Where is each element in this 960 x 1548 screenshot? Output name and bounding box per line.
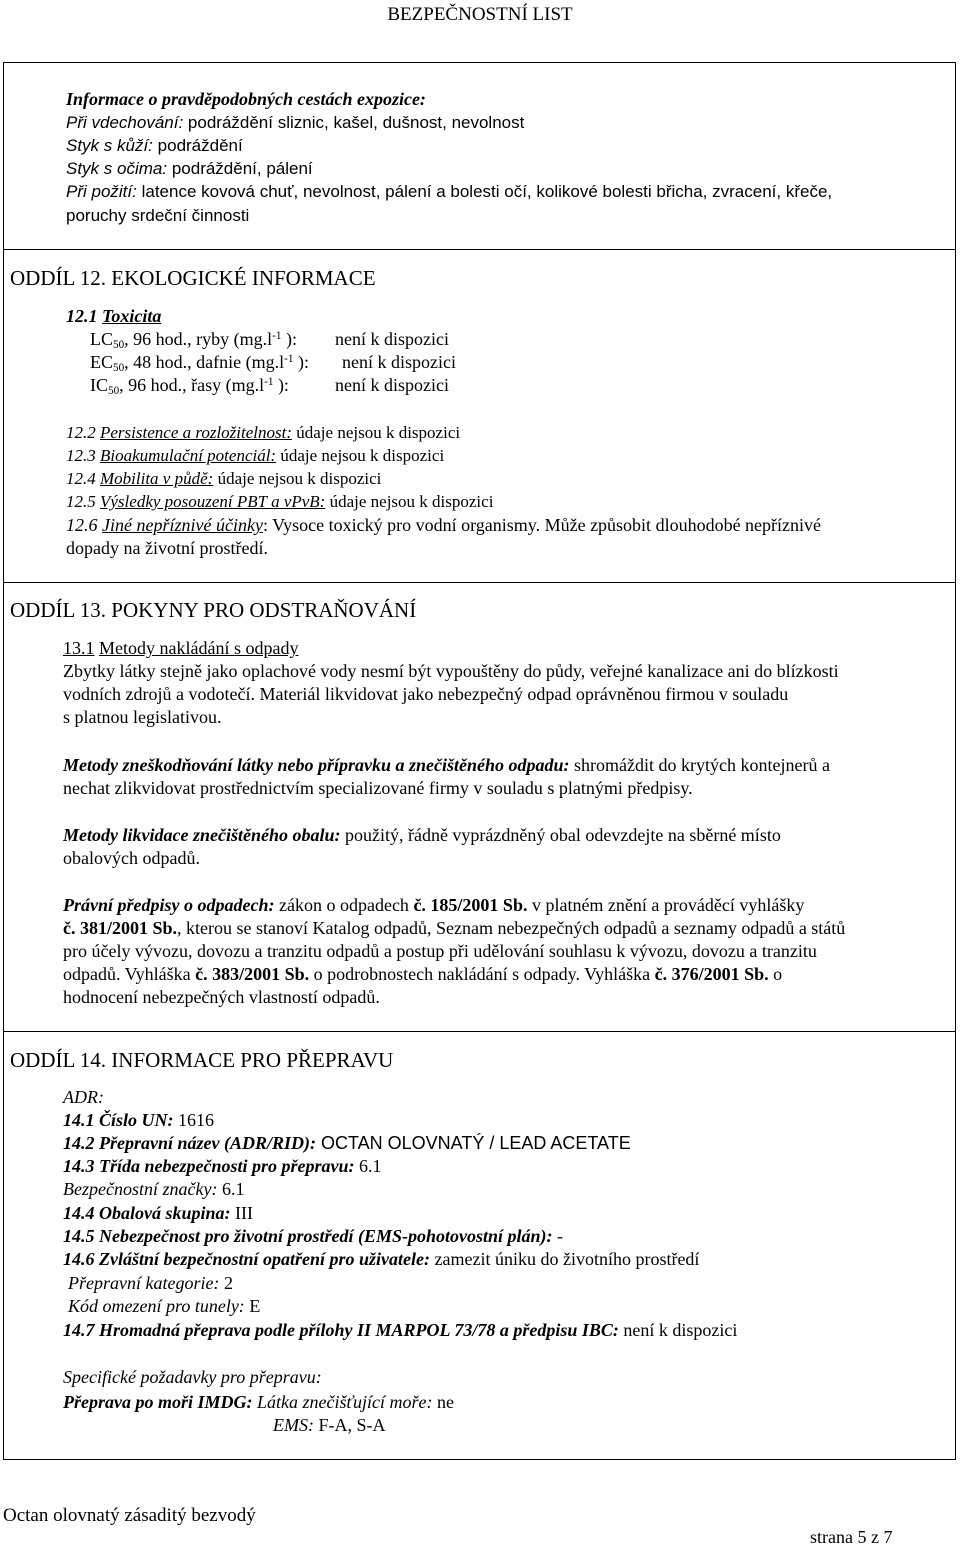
document-header: BEZPEČNOSTNÍ LIST — [387, 4, 573, 25]
methods-para-line: Zbytky látky stejně jako oplachové vody nesmí být vypouštěny do půdy, veřejné kanalizace ani do blízkosti — [63, 661, 839, 681]
section-14-title: ODDÍL 14. INFORMACE PRO PŘEPRAVU — [10, 1048, 394, 1072]
section-13-title: ODDÍL 13. POKYNY PRO ODSTRAŇOVÁNÍ — [10, 598, 417, 622]
exposure-ingestion-cont: poruchy srdeční činnosti — [66, 206, 250, 225]
tox-value: není k dispozici — [342, 352, 456, 372]
legal-line-2: č. 381/2001 Sb., kterou se stanoví Katalog odpadů, Seznam nebezpečných odpadů a seznamy odpadů a států — [63, 918, 846, 938]
page-number: strana 5 z 7 — [810, 1527, 893, 1547]
divider — [3, 1031, 956, 1032]
exposure-skin: Styk s kůží: podráždění — [66, 136, 243, 155]
disposal-substance-cont: nechat zlikvidovat prostřednictvím specializované firmy v souladu s platnými předpisy. — [63, 778, 693, 798]
exposure-heading: Informace o pravděpodobných cestách expozice: — [66, 89, 426, 109]
adr-label: ADR: — [63, 1087, 104, 1107]
item-12-4: 12.4 Mobilita v půdě: údaje nejsou k dispozici — [66, 469, 382, 488]
item-12-5: 12.5 Výsledky posouzení PBT a vPvB: údaje nejsou k dispozici — [66, 492, 494, 511]
footer-product: Octan olovnatý zásaditý bezvodý — [3, 1505, 256, 1526]
disposal-packaging: Metody likvidace znečištěného obalu: použitý, řádně vyprázdněný obal odevzdejte na sběrné místo — [63, 825, 781, 845]
disposal-packaging-cont: obalových odpadů. — [63, 848, 200, 868]
safety-signs: Bezpečnostní značky: 6.1 — [63, 1179, 245, 1199]
exposure-inhalation: Při vdechování: podráždění sliznic, kašel, dušnost, nevolnost — [66, 113, 525, 132]
divider — [3, 582, 956, 583]
marpol: 14.7 Hromadná přeprava podle přílohy II MARPOL 73/78 a předpisu IBC: není k dispozici — [63, 1320, 738, 1340]
packing-group: 14.4 Obalová skupina: III — [63, 1203, 253, 1223]
tox-row-ec50: $EC_{50}$, 48 hod., dafnie ($mg.l^{-1}$ ): — [90, 352, 309, 374]
legal-line-3: pro účely vývozu, dovozu a tranzitu odpadů a postup při udělování souhlasu k vývozu, dovozu a tranzitu — [63, 941, 817, 961]
methods-para-line: s platnou legislativou. — [63, 707, 222, 727]
imdg: Přeprava po moři IMDG: Látka znečišťující moře: ne — [63, 1392, 455, 1412]
disposal-substance: Metody zneškodňování látky nebo přípravku a znečištěného odpadu: shromáždit do krytých kontejnerů a — [63, 755, 830, 775]
ems: EMS: F-A, S-A — [273, 1415, 386, 1435]
hazard-class: 14.3 Třída nebezpečnosti pro přepravu: 6.1 — [63, 1156, 382, 1176]
tox-row-ic50: $IC_{50}$, 96 hod., řasy ($mg.l^{-1}$ ): — [90, 375, 289, 397]
tox-value: není k dispozici — [335, 375, 449, 395]
toxicity-heading: 12.1 Toxicita — [66, 306, 162, 326]
transport-category: Přepravní kategorie: 2 — [68, 1273, 233, 1293]
methods-para-line: vodních zdrojů a vodotečí. Materiál likvidovat jako nebezpečný odpad oprávněnou firmou v souladu — [63, 684, 789, 704]
divider — [3, 249, 956, 250]
env-hazard: 14.5 Nebezpečnost pro životní prostředí (EMS-pohotovostní plán): - — [63, 1226, 564, 1246]
item-12-6-cont: dopady na životní prostředí. — [66, 538, 268, 558]
methods-heading: 13.1 Metody nakládání s odpady — [63, 638, 299, 658]
special-precautions: 14.6 Zvláštní bezpečnostní opatření pro uživatele: zamezit úniku do životního prostředí — [63, 1249, 700, 1269]
legal-line-5: hodnocení nebezpečných vlastností odpadů. — [63, 987, 380, 1007]
exposure-eyes: Styk s očima: podráždění, pálení — [66, 159, 313, 178]
un-number: 14.1 Číslo UN: 1616 — [63, 1110, 215, 1130]
exposure-ingestion: Při požití: latence kovová chuť, nevolnost, pálení a bolesti očí, kolikové bolesti břicha, zvracení, křeče, — [66, 182, 833, 201]
legal-line-4: odpadů. Vyhláška č. 383/2001 Sb. o podrobnostech nakládání s odpady. Vyhláška č. 376/2001 Sb. o — [63, 964, 783, 984]
section-12-title: ODDÍL 12. EKOLOGICKÉ INFORMACE — [10, 266, 376, 290]
specific-requirements: Specifické požadavky pro přepravu: — [63, 1367, 322, 1387]
item-12-3: 12.3 Bioakumulační potenciál: údaje nejsou k dispozici — [66, 446, 445, 465]
item-12-2: 12.2 Persistence a rozložitelnost: údaje nejsou k dispozici — [66, 423, 461, 442]
shipping-name: 14.2 Přepravní název (ADR/RID): OCTAN OLOVNATÝ / LEAD ACETATE — [63, 1133, 631, 1153]
item-12-6: 12.6 Jiné nepříznivé účinky: Vysoce toxický pro vodní organismy. Může způsobit dlouhodobé nepříznivé — [66, 515, 822, 535]
legal-line-1: Právní předpisy o odpadech: zákon o odpadech č. 185/2001 Sb. v platném znění a prováděcí vyhlášky — [63, 895, 805, 915]
tox-row-lc50: $LC_{50}$, 96 hod., ryby ($mg.l^{-1}$ ): — [90, 329, 297, 351]
tox-value: není k dispozici — [335, 329, 449, 349]
tunnel-code: Kód omezení pro tunely: E — [68, 1296, 261, 1316]
